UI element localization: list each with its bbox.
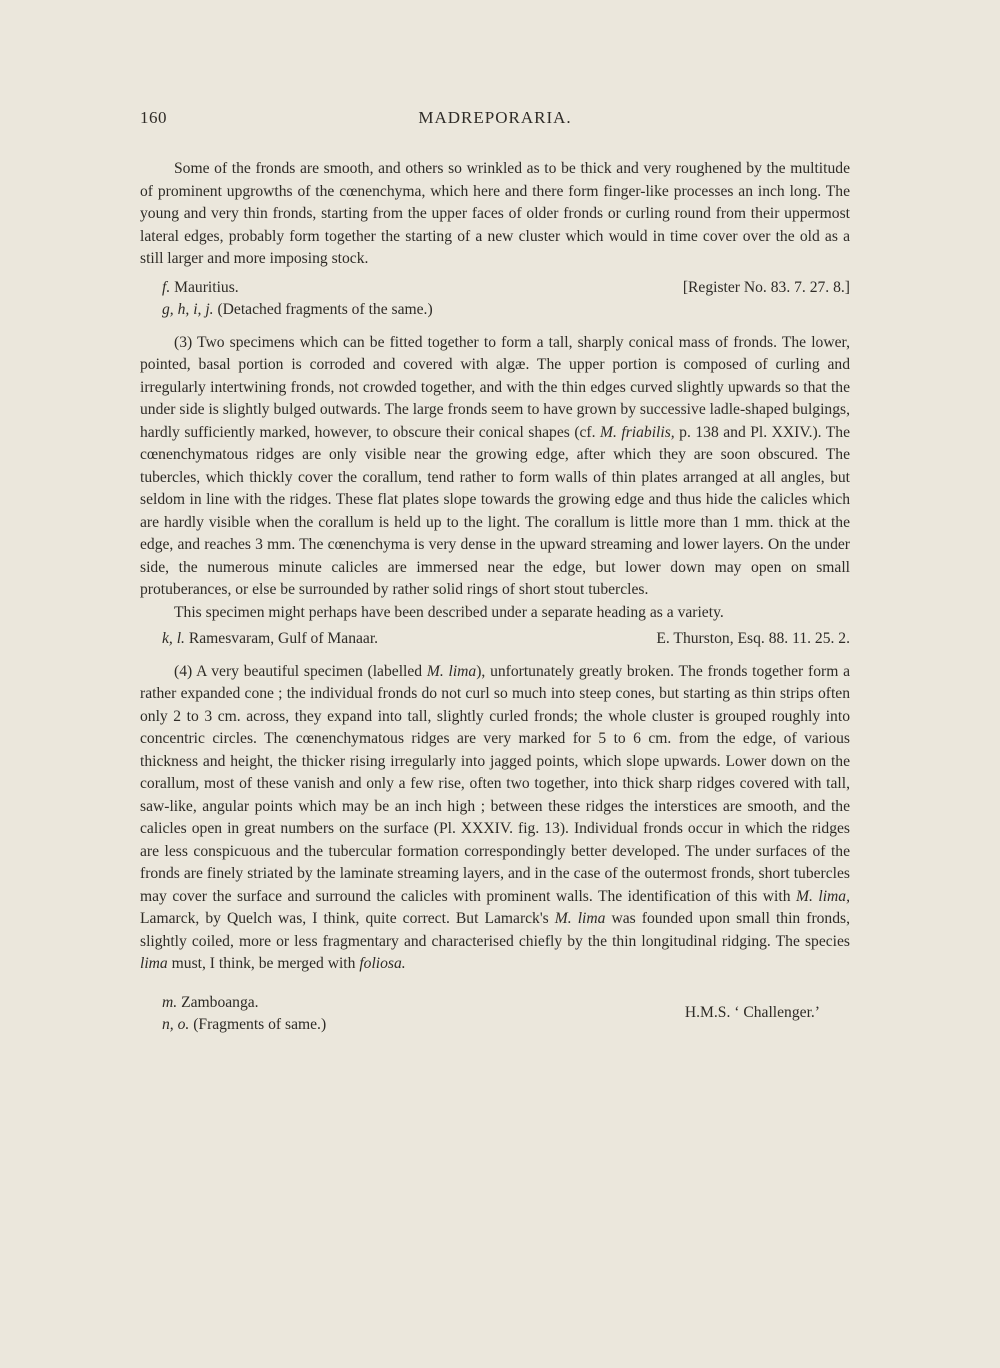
specimen-g-j-label: g, h, i, j. — [162, 301, 214, 318]
paragraph-1: Some of the fronds are smooth, and others so wrinkled as to be thick and very roughened by the multitude of prominent upgrowths of the cœnenchyma, which here and there form finger-like processes an inch long. The young and very thin fronds, starting from the upper faces of older fronds or curling round from their uppermost lateral edges, probably form together the starting of a new cluster which would in time cover over the old as a still larger and more imposing stock. — [140, 160, 850, 267]
paragraph-3-part-a: (3) Two specimens which can be fitted together to form a tall, sharply conical mass of fronds. The lower, pointed, basal portion is corroded and covered with algæ. The upper portion is composed of curling and irregularly intertwining fronds, not crowded together, and with the thin edges curved slightly upwards so that the under side is slightly bulged outwards. The large fronds seem to have grown by successive ladle-shaped bulgings, hardly sufficiently marked, however, to obscure their conical shapes (cf. — [140, 333, 850, 441]
specimen-m-label: m. — [162, 993, 178, 1011]
specimen-g-j-text: (Detached fragments of the same.) — [217, 301, 433, 318]
specimen-k-l-left — [162, 628, 378, 651]
paragraph-4-italic-4: lima — [140, 955, 168, 972]
paragraph-4-italic-3: M. lima — [554, 910, 606, 927]
specimen-f-label: f. — [162, 278, 171, 296]
specimen-n-o-text: (Fragments of same.) — [193, 1016, 327, 1033]
specimen-g-j-left — [162, 299, 433, 322]
specimen-k-l — [140, 628, 850, 651]
paragraph-3 — [140, 332, 850, 602]
paragraph-4-part-d: was founded upon small thin fronds, slightly coiled, more or less fragmentary and characterised chiefly by the thin longitudinal ridging. The species — [140, 910, 850, 950]
specimen-block-2 — [140, 992, 850, 1037]
specimen-n-o — [162, 1014, 326, 1037]
body-text — [140, 158, 850, 1037]
paragraph-4-italic-1: M. lima — [426, 662, 477, 680]
paragraph-4-italic-5: foliosa. — [359, 955, 406, 972]
specimen-m — [162, 992, 326, 1015]
specimen-block-1 — [140, 277, 850, 322]
running-head — [140, 108, 850, 138]
paragraph-4-part-a: (4) A very beautiful specimen (labelled — [174, 662, 423, 680]
paragraph-4-italic-2: M. lima, — [796, 887, 850, 905]
specimen-f-left — [162, 277, 239, 300]
specimen-f-register: [Register No. 83. 7. 27. 8.] — [682, 278, 850, 296]
paragraph-4-part-c: Lamarck, by Quelch was, I think, quite correct. But Lamarck's — [140, 910, 549, 927]
specimen-f — [140, 277, 850, 300]
specimen-g-j — [140, 299, 850, 322]
specimen-block-2-left — [140, 992, 326, 1037]
specimen-m-source: H.M.S. ‘ Challenger.’ — [684, 1003, 820, 1021]
paragraph-3-part-b: p. 138 and Pl. XXIV.). The cœnenchymatous ridges are only visible near the growing edge, after which they are soon obscured. The tubercles, which thickly cover the corallum, tend rather to form walls of thin plates arranged at all angles, but seldom in line with the ridges. These flat plates slope towards the growing edge and thus hide the calicles which are hardly visible when the corallum is held up to the light. The corallum is little more than 1 mm. thick at the edge, and reaches 3 mm. The cœnenchyma is very dense in the upward streaming and lower layers. On the under side, the numerous minute calicles are immersed near the edge, but lower down may open on small protuberances, or else be surrounded by rather solid rings of short stout tubercles. — [140, 423, 850, 598]
specimen-n-o-label: n, o. — [162, 1016, 190, 1033]
paragraph-3-note: This specimen might perhaps have been described under a separate heading as a variety. — [174, 603, 724, 621]
specimen-k-l-label: k, l. — [162, 630, 185, 647]
specimen-f-locality: Mauritius. — [174, 278, 239, 296]
paragraph-4-part-b: ), unfortunately greatly broken. The fronds together form a rather expanded cone ; the individual fronds do not curl so much into steep cones, but starting as thin strips often only 2 to 3 cm. across, they expand into tall, slightly curled fronds; the whole cluster is grouped roughly into concentric circles. The cœnenchymatous ridges are very marked for 5 to 6 cm. from the edge, of various thickness and height, the thicker rising irregularly into jagged points, which slope upwards. Lower down on the corallum, most of these vanish and only a few rise, often two together, into thick sharp ridges covered with tall, saw-like, angular points which may be an inch high ; between these ridges the interstices are smooth, and the calicles open in great numbers on the surface (Pl. XXXIV. fig. 13). Individual fronds occur in which the ridges are less conspicuous and the tubercular formation correspondingly better developed. The under surfaces of the fronds are finely striated by the laminate streaming layers, and in the case of the outermost fronds, short tubercles may cover the surface and surround the calicles with prominent walls. The identification of this with — [140, 662, 850, 905]
paragraph-4-part-e: must, I think, be merged with — [171, 955, 356, 972]
paragraph-4 — [140, 661, 850, 976]
page-number: 160 — [140, 108, 167, 127]
paragraph-3-italic: M. friabilis, — [600, 423, 675, 441]
specimen-m-locality: Zamboanga. — [181, 993, 259, 1011]
specimen-k-l-register: E. Thurston, Esq. 88. 11. 25. 2. — [656, 630, 850, 647]
running-title: MADREPORARIA. — [418, 108, 572, 127]
specimen-k-l-locality: Ramesvaram, Gulf of Manaar. — [188, 630, 379, 647]
